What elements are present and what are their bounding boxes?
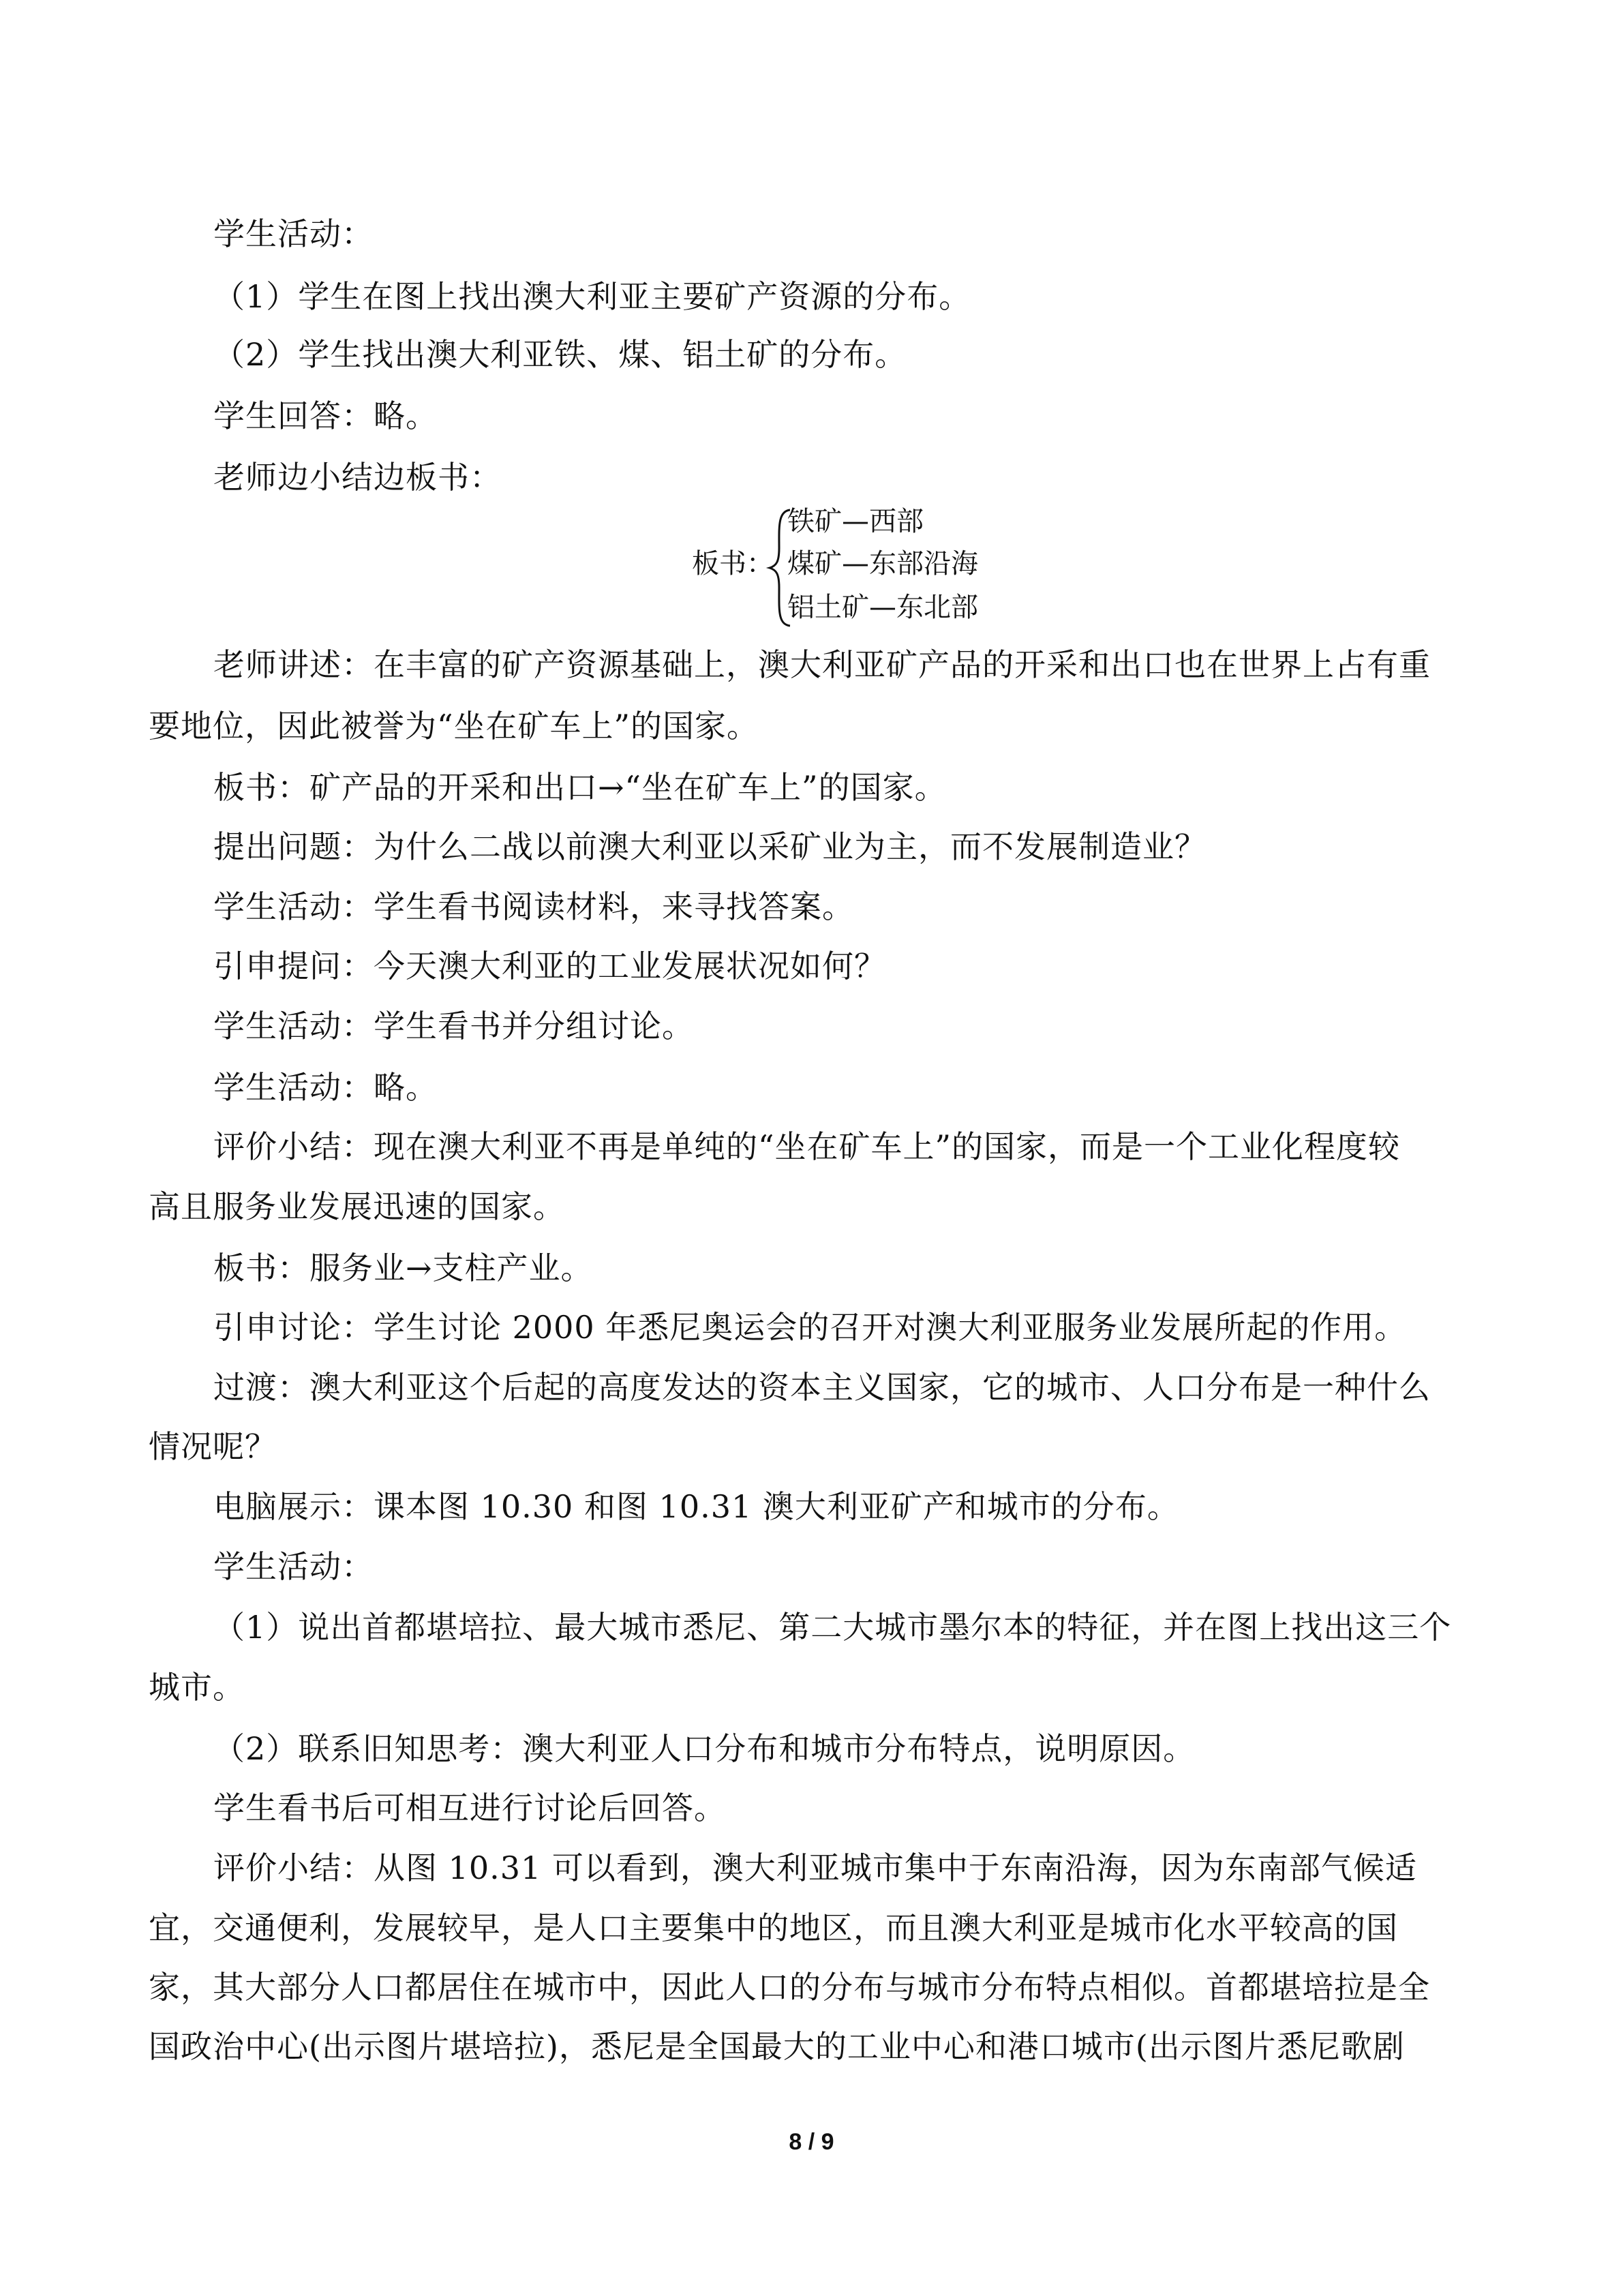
text-line: 评价小结：从图 10.31 可以看到，澳大利亚城市集中于东南沿海，因为东南部气候适 xyxy=(213,1849,1417,1886)
text-line: 宜，交通便利，发展较早，是人口主要集中的地区，而且澳大利亚是城市化水平较高的国 xyxy=(149,1909,1398,1946)
text-line: 评价小结：现在澳大利亚不再是单纯的“坐在矿车上”的国家，而是一个工业化程度较 xyxy=(213,1128,1401,1165)
text-line: 家，其大部分人口都居住在城市中，因此人口的分布与城市分布特点相似。首都堪培拉是全 xyxy=(149,1969,1430,2006)
board-label: 板书： xyxy=(692,548,774,579)
board-item: 煤矿—东部沿海 xyxy=(787,548,978,579)
text-line: 提出问题：为什么二战以前澳大利亚以采矿业为主，而不发展制造业？ xyxy=(213,828,1207,865)
text-line: 学生活动：学生看书阅读材料，来寻找答案。 xyxy=(213,888,854,925)
text-line: （1）说出首都堪培拉、最大城市悉尼、第二大城市墨尔本的特征，并在图上找出这三个 xyxy=(213,1609,1452,1646)
board-item: 铝土矿—东北部 xyxy=(787,592,978,623)
text-line: 板书：矿产品的开采和出口→“坐在矿车上”的国家。 xyxy=(213,769,947,806)
board-notes xyxy=(692,503,1005,633)
text-line: 要地位，因此被誉为“坐在矿车上”的国家。 xyxy=(149,708,759,744)
text-line: 老师讲述：在丰富的矿产资源基础上，澳大利亚矿产品的开采和出口也在世界上占有重 xyxy=(213,646,1431,683)
text-line: 引申讨论：学生讨论 2000 年悉尼奥运会的召开对澳大利亚服务业发展所起的作用。 xyxy=(213,1309,1407,1346)
text-line: 学生活动： xyxy=(213,215,374,252)
text-line: 老师边小结边板书： xyxy=(213,459,502,496)
text-line: 学生活动：学生看书并分组讨论。 xyxy=(213,1008,694,1044)
text-line: （2）学生找出澳大利亚铁、煤、铝土矿的分布。 xyxy=(213,336,907,373)
page-number: 8 / 9 xyxy=(789,2129,834,2155)
text-line: 引申提问：今天澳大利亚的工业发展状况如何？ xyxy=(213,948,886,984)
text-line: 电脑展示：课本图 10.30 和图 10.31 澳大利亚矿产和城市的分布。 xyxy=(213,1488,1179,1525)
text-line: 国政治中心(出示图片堪培拉)，悉尼是全国最大的工业中心和港口城市(出示图片悉尼歌剧 xyxy=(149,2028,1405,2065)
text-line: （1）学生在图上找出澳大利亚主要矿产资源的分布。 xyxy=(213,278,971,315)
text-line: （2）联系旧知思考：澳大利亚人口分布和城市分布特点，说明原因。 xyxy=(213,1730,1196,1767)
text-line: 过渡：澳大利亚这个后起的高度发达的资本主义国家，它的城市、人口分布是一种什么 xyxy=(213,1369,1431,1406)
text-line: 城市。 xyxy=(149,1669,245,1706)
text-line: 高且服务业发展迅速的国家。 xyxy=(149,1188,565,1225)
board-item: 铁矿—西部 xyxy=(787,506,924,537)
text-line: 学生回答：略。 xyxy=(213,397,438,434)
text-line: 学生看书后可相互进行讨论后回答。 xyxy=(213,1789,726,1826)
text-line: 板书：服务业→支柱产业。 xyxy=(213,1250,593,1286)
text-line: 情况呢？ xyxy=(149,1428,277,1465)
text-line: 学生活动：略。 xyxy=(213,1069,438,1106)
text-line: 学生活动： xyxy=(213,1548,374,1585)
